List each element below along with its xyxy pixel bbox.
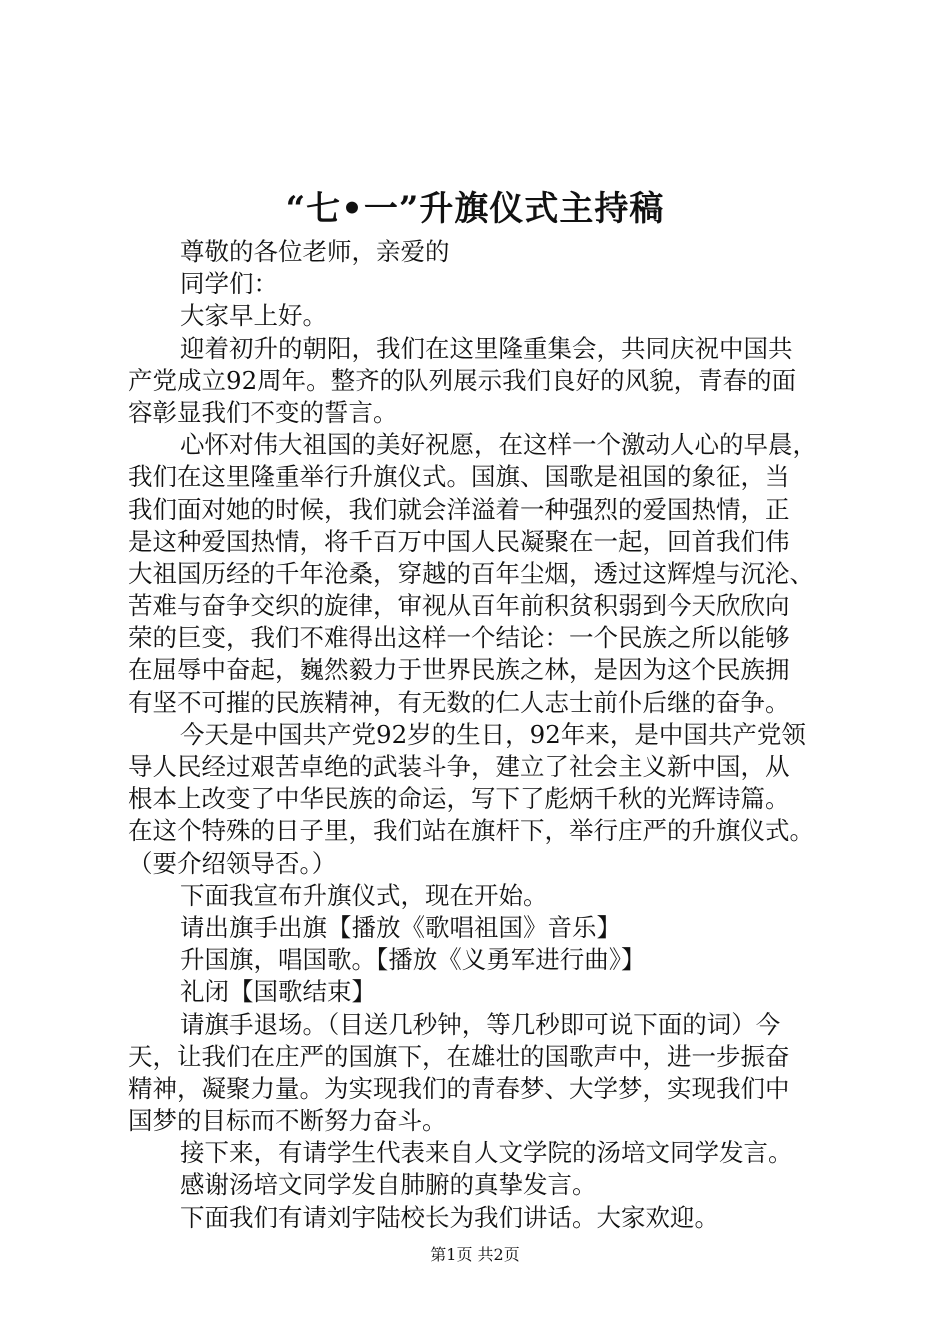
- text-line: （要介绍领导否。）: [128, 848, 337, 878]
- text-line: 我们在这里隆重举行升旗仪式。国旗、国歌是祖国的象征，当: [128, 462, 790, 492]
- text-line: 国梦的目标而不断努力奋斗。: [128, 1106, 447, 1136]
- text-line: 今天是中国共产党92岁的生日，92年来，是中国共产党领: [180, 719, 806, 749]
- text-line: 下面我宣布升旗仪式，现在开始。: [180, 880, 548, 910]
- text-line: 尊敬的各位老师，亲爱的: [180, 237, 450, 266]
- text-line: 大家早上好。: [180, 301, 327, 331]
- text-line: 升国旗，唱国歌。【播放《义勇军进行曲》】: [180, 945, 646, 975]
- text-line: 产党成立92周年。整齐的队列展示我们良好的风貌，青春的面: [128, 365, 797, 395]
- text-line: 心怀对伟大祖国的美好祝愿，在这样一个激动人心的早晨，: [180, 430, 817, 460]
- text-line: 礼闭【国歌结束】: [180, 977, 376, 1007]
- text-line: 精神，凝聚力量。为实现我们的青春梦、大学梦，实现我们中: [128, 1073, 790, 1103]
- text-line: 同学们：: [180, 269, 278, 299]
- text-line: 容彰显我们不变的誓言。: [128, 397, 398, 427]
- text-line: 是这种爱国热情，将千百万中国人民凝聚在一起，回首我们伟: [128, 526, 790, 556]
- document-title: “七•一”升旗仪式主持稿: [285, 189, 665, 229]
- text-line: 荣的巨变，我们不难得出这样一个结论：一个民族之所以能够: [128, 623, 790, 653]
- text-line: 接下来，有请学生代表来自人文学院的汤培文同学发言。: [180, 1138, 793, 1168]
- text-line: 下面我们有请刘宇陆校长为我们讲话。大家欢迎。: [180, 1202, 719, 1232]
- text-line: 在屈辱中奋起，巍然毅力于世界民族之林，是因为这个民族拥: [128, 655, 790, 685]
- text-line: 请出旗手出旗【播放《歌唱祖国》音乐】: [180, 912, 621, 942]
- text-line: 天，让我们在庄严的国旗下，在雄壮的国歌声中，进一步振奋: [128, 1041, 790, 1071]
- text-line: 大祖国历经的千年沧桑，穿越的百年尘烟，透过这辉煌与沉沦、: [128, 558, 814, 588]
- text-line: 迎着初升的朝阳，我们在这里隆重集会，共同庆祝中国共: [180, 333, 793, 363]
- text-line: 在这个特殊的日子里，我们站在旗杆下，举行庄严的升旗仪式。: [128, 816, 814, 846]
- text-line: 我们面对她的时候，我们就会洋溢着一种强烈的爱国热情，正: [128, 494, 790, 524]
- text-line: 感谢汤培文同学发自肺腑的真挚发言。: [180, 1170, 597, 1200]
- text-line: 根本上改变了中华民族的命运，写下了彪炳千秋的光辉诗篇。: [128, 784, 790, 814]
- text-line: 有坚不可摧的民族精神，有无数的仁人志士前仆后继的奋争。: [128, 687, 790, 717]
- document-body: [128, 236, 848, 1234]
- text-line: 导人民经过艰苦卓绝的武装斗争，建立了社会主义新中国，从: [128, 752, 790, 781]
- page-footer: 第1页 共2页: [430, 1245, 520, 1264]
- text-line: 苦难与奋争交织的旋律，审视从百年前积贫积弱到今天欣欣向: [128, 591, 790, 621]
- text-line: 请旗手退场。（目送几秒钟，等几秒即可说下面的词）今: [180, 1009, 781, 1039]
